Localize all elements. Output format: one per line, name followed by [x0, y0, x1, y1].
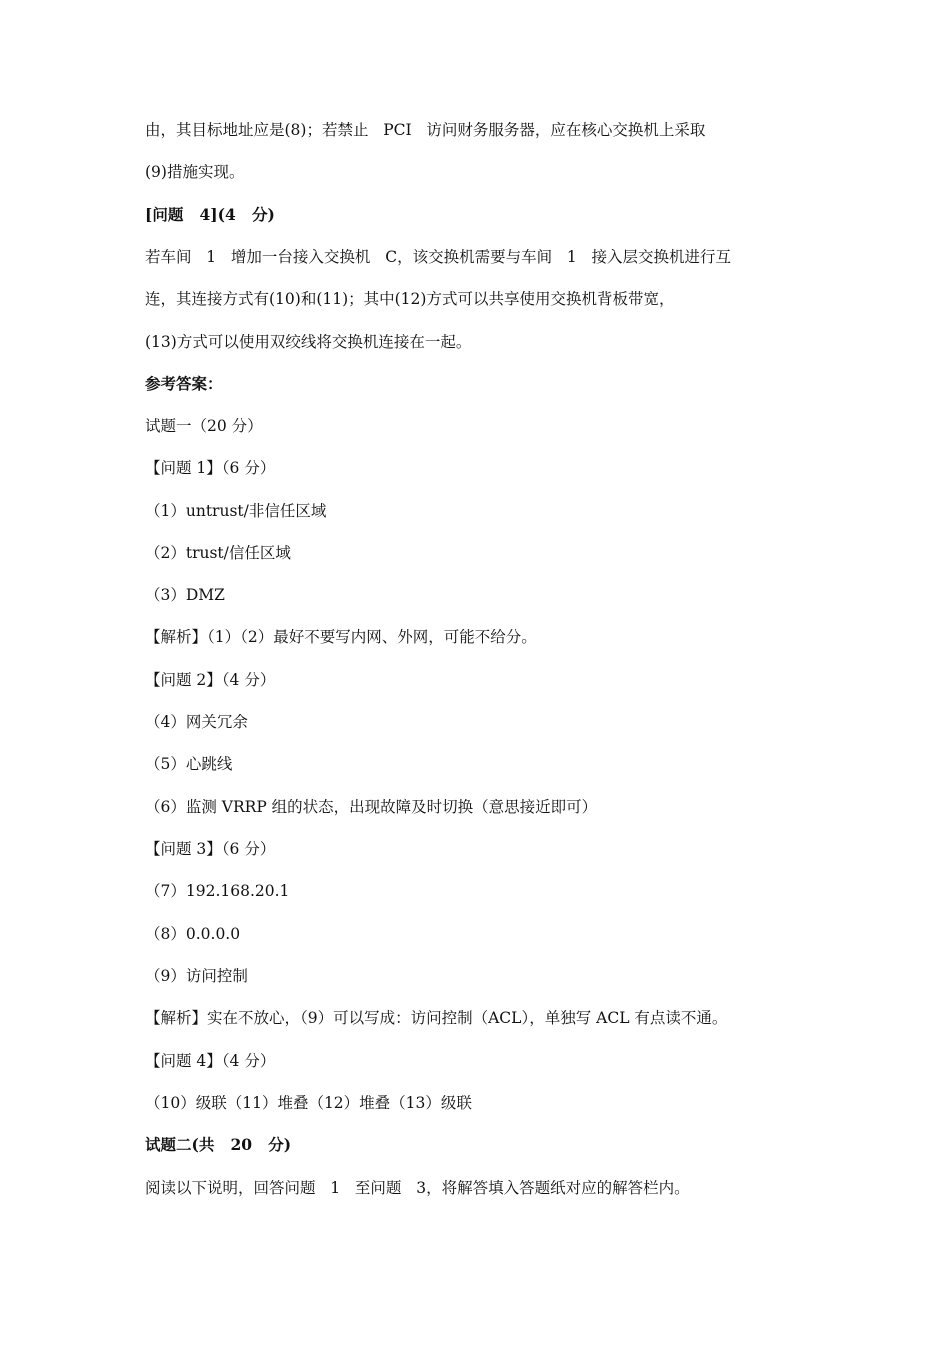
text-line: (13)方式可以使用双绞线将交换机连接在一起。	[145, 333, 472, 351]
text-line: 试题一（20 分）	[145, 417, 263, 435]
text-line: 【解析】实在不放心，（9）可以写成：访问控制（ACL），单独写 ACL 有点读不通。	[145, 1009, 728, 1027]
section-heading: 试题二(共 20 分)	[145, 1135, 292, 1154]
text-line: 若车间 1 增加一台接入交换机 C，该交换机需要与车间 1 接入层交换机进行互	[145, 248, 731, 266]
text-line: （4）网关冗余	[145, 713, 248, 731]
text-line: 【问题 2】（4 分）	[145, 671, 276, 689]
text-line: 由，其目标地址应是(8)；若禁止 PCI 访问财务服务器，应在核心交换机上采取	[145, 121, 706, 139]
text-line: （3）DMZ	[145, 586, 225, 604]
text-line: 【问题 4】（4 分）	[145, 1052, 276, 1070]
section-heading: [问题 4](4 分)	[145, 205, 275, 224]
text-line: （6）监测 VRRP 组的状态，出现故障及时切换（意思接近即可）	[145, 798, 598, 816]
text-line: 【问题 3】（6 分）	[145, 840, 276, 858]
text-line: （2）trust/信任区域	[145, 544, 291, 562]
text-line: （5）心跳线	[145, 755, 233, 773]
text-line: 【问题 1】（6 分）	[145, 459, 276, 477]
text-line: (9)措施实现。	[145, 163, 245, 181]
text-line: （7）192.168.20.1	[145, 882, 290, 900]
text-line: （9）访问控制	[145, 967, 248, 985]
text-line: （1）untrust/非信任区域	[145, 502, 327, 520]
text-line: 连，其连接方式有(10)和(11)；其中(12)方式可以共享使用交换机背板带宽，	[145, 290, 675, 308]
text-line: 【解析】（1）（2）最好不要写内网、外网，可能不给分。	[145, 628, 537, 646]
text-line: 阅读以下说明，回答问题 1 至问题 3，将解答填入答题纸对应的解答栏内。	[145, 1179, 690, 1197]
text-line: （8）0.0.0.0	[145, 925, 241, 943]
section-heading: 参考答案：	[145, 374, 223, 393]
text-line: （10）级联（11）堆叠（12）堆叠（13）级联	[145, 1094, 472, 1112]
